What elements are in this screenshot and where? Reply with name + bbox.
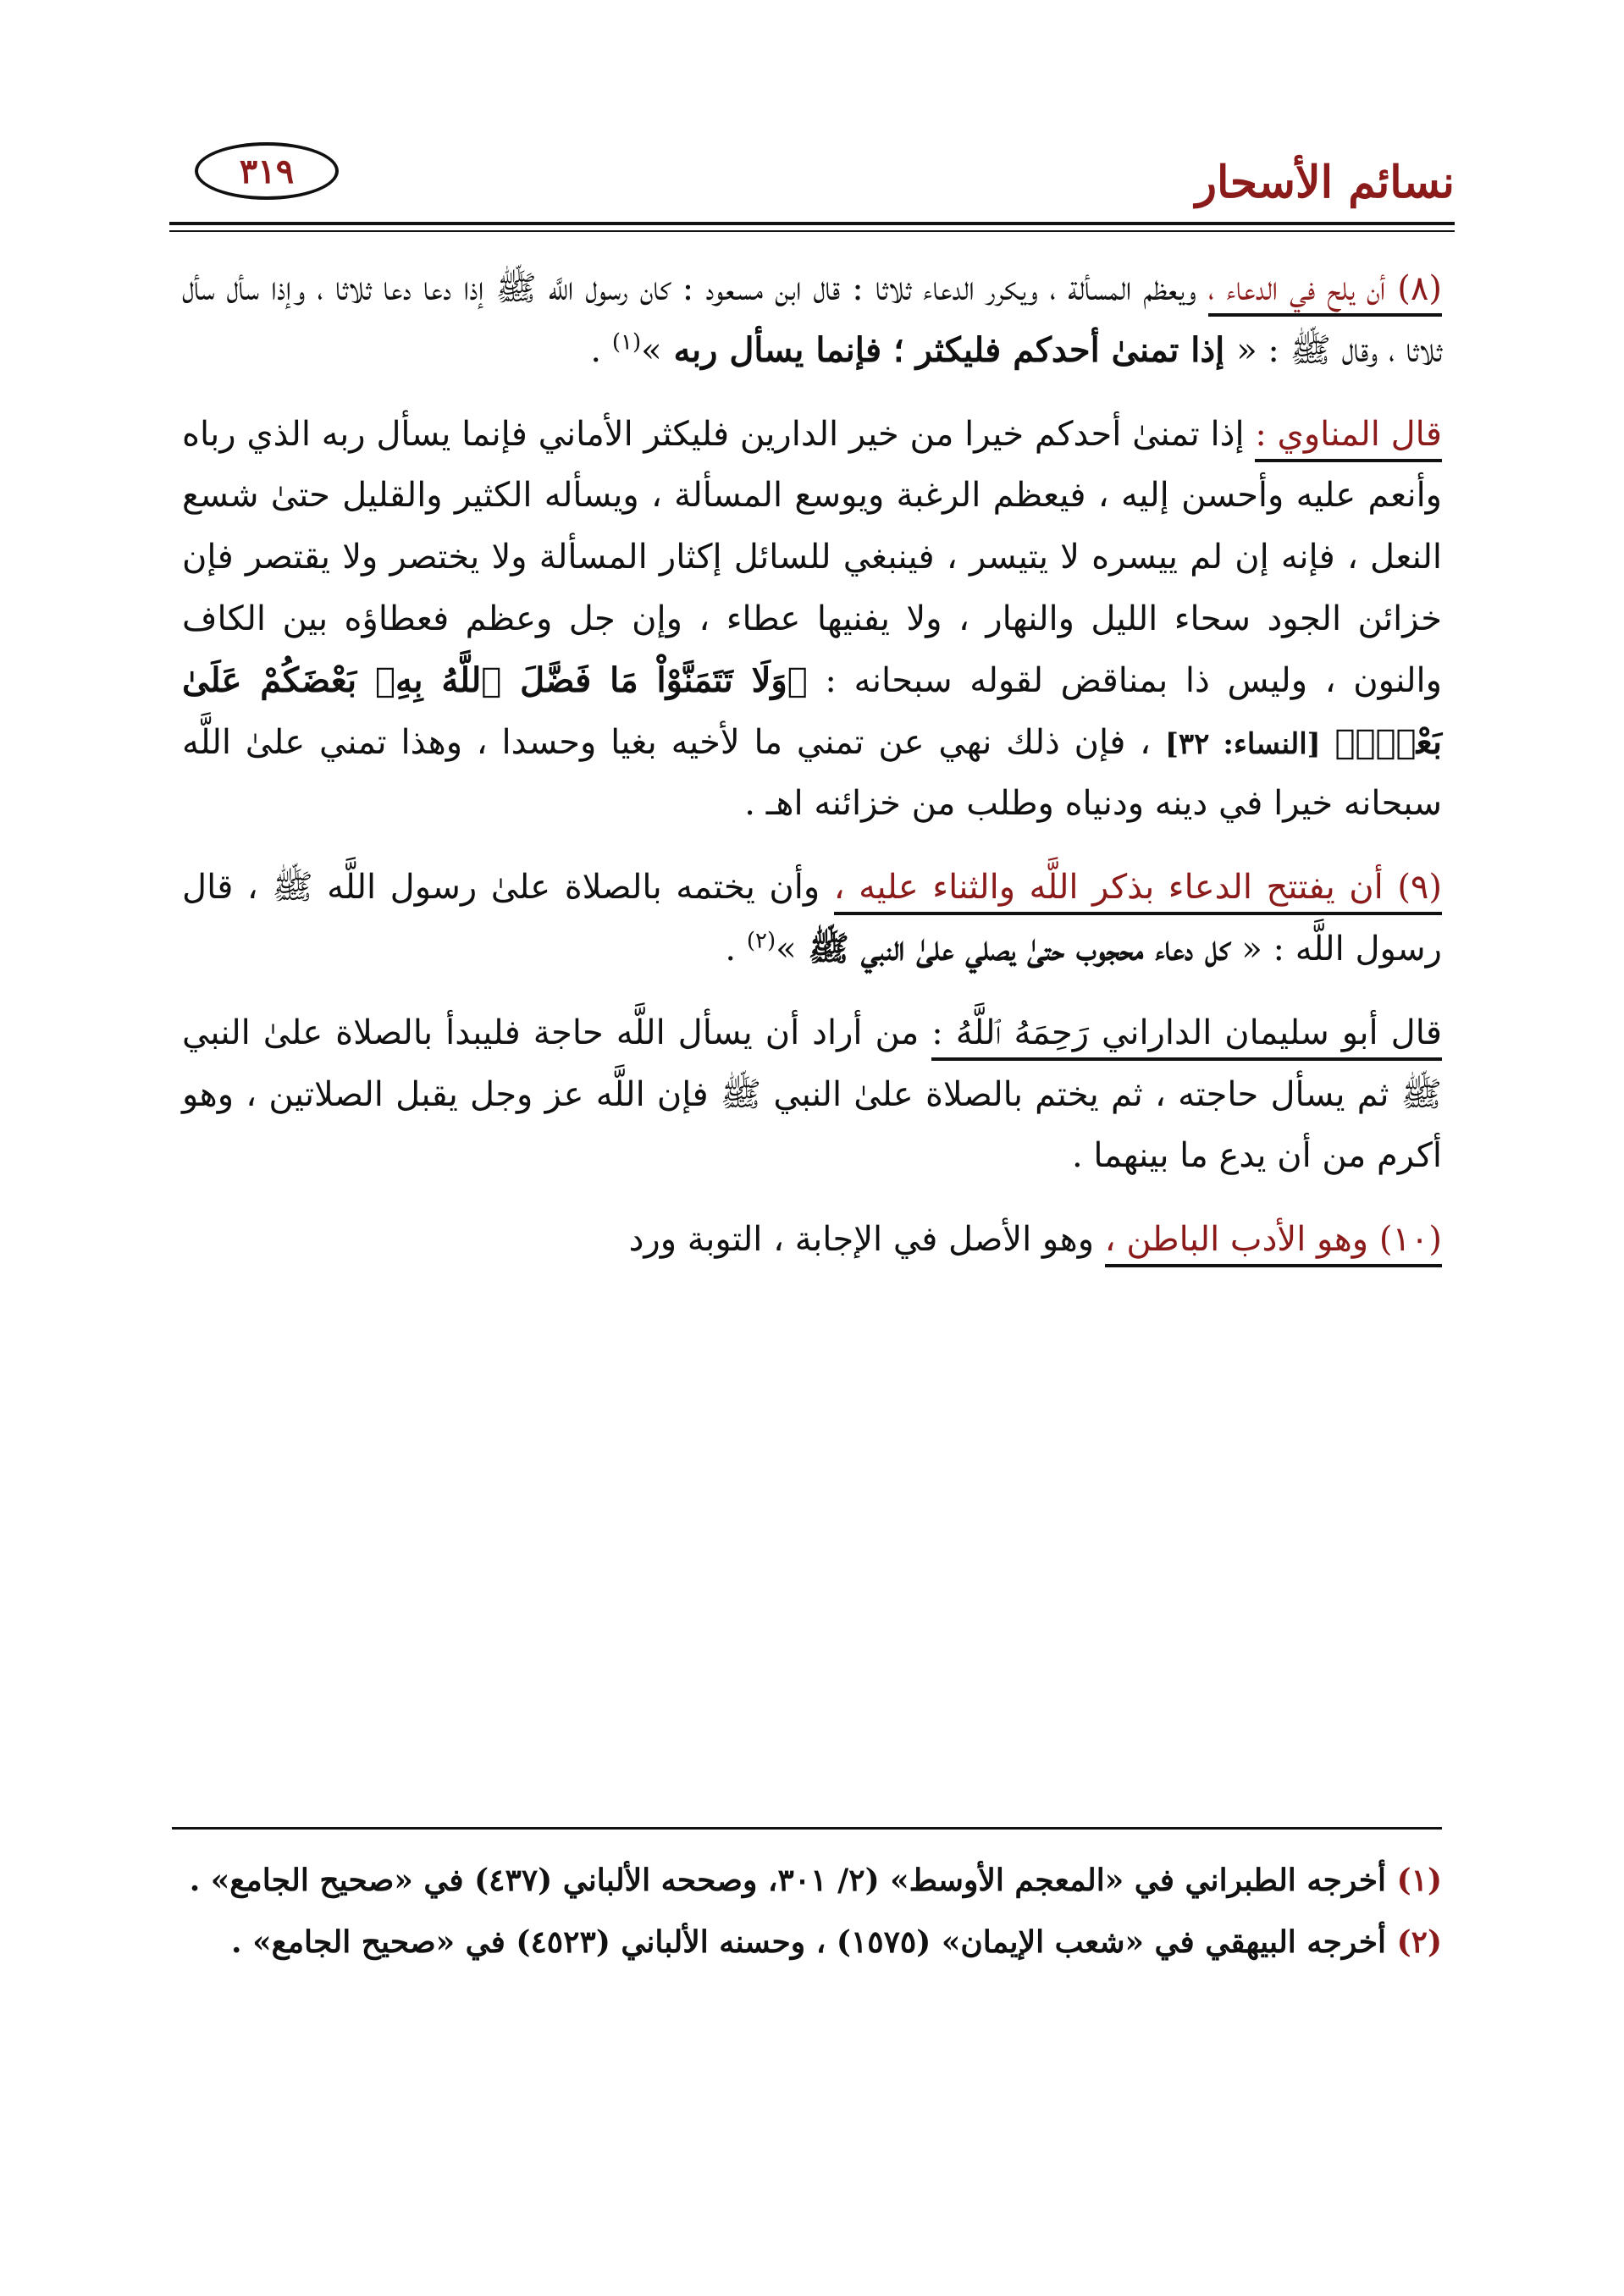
paragraph-text: من أراد أن يسأل اللَّه حاجة فليبدأ بالصلاة علىٰ النبي ﷺ ثم يسأل حاجته ، ثم يختم بالصلاة علىٰ النبي ﷺ فإن اللَّه عز وجل يقبل الصلاتين ، وهو أكرم من أن يدع ما بينهما .	[182, 1013, 1442, 1176]
footnote-text: أخرجه الطبراني في «المعجم الأوسط» (٢/ ٣٠١، وصححه الألباني (٤٣٧) في «صحيح الجامع» .	[189, 1863, 1387, 1898]
body-text	[182, 258, 1442, 1293]
footnote-text: أخرجه البيهقي في «شعب الإيمان» (١٥٧٥) ، وحسنه الألباني (٤٥٢٣) في «صحيح الجامع» .	[231, 1924, 1387, 1960]
paragraph-text: إذا تمنىٰ أحدكم خيرا من خير الدارين فليكثر الأماني فإنما يسأل ربه الذي رباه وأنعم عليه وأحسن إليه ، فيعظم الرغبة ويوسع المسألة ، ويسأله الكثير والقليل حتىٰ شسع النعل ، فإنه إن لم ييسره لا يتيسر ، فينبغي للسائل إكثار المسألة ولا يختصر ولا يقتصر فإن خزائن الجود سحاء الليل والنهار ، ولا يفنيها عطاء ، وإن جل وعظم فعطاؤه بين الكاف والنون ، وليس ذا بمناقض لقوله سبحانه :	[182, 414, 1443, 700]
quote-close: »	[776, 929, 797, 969]
running-title: نسائم الأسحار	[1195, 157, 1455, 208]
paragraph-text: ويعظم المسألة ، ويكرر الدعاء ثلاثا : قال ابن مسعود : كان رسول اللَّه ﷺ إذا دعا دعا ثلاثا ، وإذا سأل سأل ثلاثا ، وقال ﷺ : «	[182, 269, 1442, 370]
paragraph-9	[182, 857, 1442, 980]
paragraph-8	[182, 258, 1442, 382]
footnote-ref: (٢)	[746, 928, 776, 954]
paragraph-text: وهو الأصل في الإجابة ، التوبة ورد	[628, 1220, 1095, 1260]
paragraph-lead: (٩) أن يفتتح الدعاء بذكر اللَّه والثناء عليه ،	[834, 868, 1442, 915]
paragraph-lead: قال المناوي :	[1255, 415, 1442, 462]
footnote-1	[182, 1854, 1442, 1907]
page-header	[169, 127, 1455, 220]
page-number: ٣١٩	[195, 142, 339, 200]
hadith-text: كل دعاء محجوب حتىٰ يصلي علىٰ النبي ﷺ	[796, 928, 1242, 969]
paragraph-end: .	[725, 929, 737, 969]
paragraph-lead: (٨) أن يلح في الدعاء ،	[1208, 269, 1442, 317]
footnote-separator	[172, 1827, 1442, 1830]
hadith-text: إذا تمنىٰ أحدكم فليكثر ؛ فإنما يسأل ربه	[661, 329, 1237, 370]
paragraph-text-continued: ، فإن ذلك نهي عن تمني ما لأخيه بغيا وحسدا ، وهذا تمني علىٰ اللَّه سبحانه خيرا في دينه ودنياه وطلب من خزائنه اهـ .	[182, 722, 1442, 824]
footnote-ref: (١)	[611, 329, 642, 356]
paragraph-end: .	[590, 330, 602, 370]
paragraph-lead: قال أبو سليمان الداراني رَحِمَهُ ٱللَّهُ :	[931, 1013, 1442, 1061]
paragraph-lead: (١٠) وهو الأدب الباطن ،	[1105, 1220, 1442, 1267]
footnote-number: (٢)	[1396, 1924, 1442, 1960]
header-rule	[169, 222, 1455, 225]
quote-close: »	[641, 330, 662, 370]
paragraph-darani	[182, 1002, 1442, 1187]
footnote-2	[182, 1916, 1442, 1969]
paragraph-text: وأن يختمه بالصلاة علىٰ رسول اللَّه ﷺ ، قال رسول اللَّه : «	[182, 868, 1442, 969]
paragraph-munawi	[182, 404, 1442, 836]
footnote-number: (١)	[1396, 1863, 1442, 1898]
header-rule-thin	[169, 230, 1455, 232]
footnotes	[182, 1854, 1442, 1978]
quran-verse: ﴿وَلَا تَتَمَنَّوْاْ مَا فَضَّلَ ٱللَّهُ بِهِۦ بَعْضَكُمْ عَلَىٰ بَعْضٍۚ﴾	[182, 660, 1442, 762]
verse-reference: [النساء: ٣٢]	[1164, 726, 1321, 761]
paragraph-10	[182, 1209, 1442, 1271]
